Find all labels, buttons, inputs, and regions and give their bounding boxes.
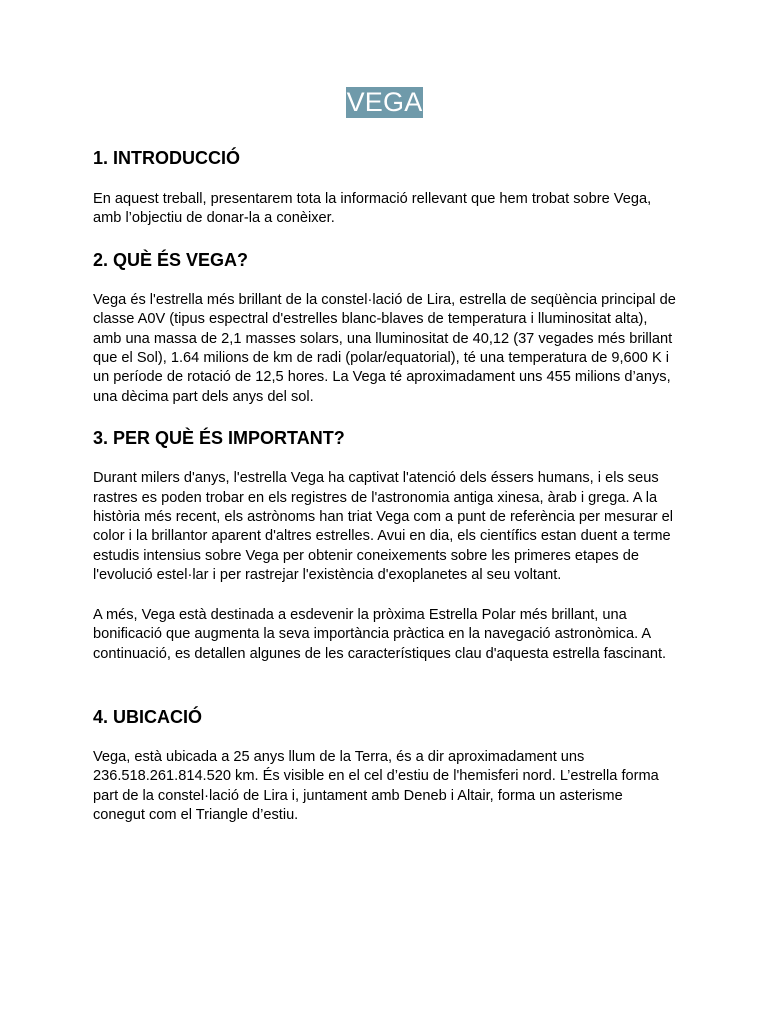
document-title: VEGA xyxy=(346,87,423,117)
section-heading-per-que-es-important: 3. PER QUÈ ÉS IMPORTANT? xyxy=(93,428,345,449)
section-paragraph-que-es-vega: Vega és l'estrella més brillant de la constel·lació de Lira, estrella de seqüència principal de classe A0V (tipus espectral d'estrelles blanc-blaves de temperatura i lluminositat alta), amb una massa de 2,1 masses solars, una lluminositat de 40,12 (37 vegades més brillant que el Sol), 1.64 milions de km de radi (polar/equatorial), té una temperatura de 9,600 K i un període de rotació de 12,5 hores. La Vega té aproximadament uns 455 milions d’anys, una dècima part dels anys del sol. xyxy=(93,291,676,405)
section-paragraph-per-que-es-important-2: A més, Vega està destinada a esdevenir la pròxima Estrella Polar més brillant, una bonificació que augmenta la seva importància pràctica en la navegació astronòmica. A continuació, es detallen algunes de les característiques clau d'aquesta estrella fascinant. xyxy=(93,606,667,662)
title-container xyxy=(93,0,676,119)
section-paragraph-per-que-es-important-1: Durant milers d'anys, l'estrella Vega ha captivat l'atenció dels éssers humans, i els seus rastres es poden trobar en els registres de l'astronomia antiga xinesa, àrab i grega. A la història més recent, els astrònoms han triat Vega com a punt de referència per mesurar el color i la brillantor aparent d'altres estrelles. Avui en dia, els científics estan duent a terme estudis intensius sobre Vega per obtenir coneixements sobre les primeres etapes de l'evolució estel·lar i per rastrejar l'existència d'exoplanetes al seu voltant. xyxy=(93,470,673,584)
section-heading-introduccio: 1. INTRODUCCIÓ xyxy=(93,148,241,168)
section-heading-que-es-vega: 2. QUÈ ÉS VEGA? xyxy=(93,249,249,270)
section-paragraph-introduccio: En aquest treball, presentarem tota la informació rellevant que hem trobat sobre Vega, amb l’objectiu de donar-la a conèixer. xyxy=(93,191,652,227)
section-heading-ubicacio: 4. UBICACIÓ xyxy=(93,706,203,727)
section-paragraph-ubicacio: Vega, està ubicada a 25 anys llum de la Terra, és a dir aproximadament uns 236.518.261.814.520 km. És visible en el cel d’estiu de l'hemisferi nord. L’estrella forma part de la constel·lació de Lira i, juntament amb Deneb i Altair, forma un asterisme conegut com el Triangle d’estiu. xyxy=(93,748,659,824)
